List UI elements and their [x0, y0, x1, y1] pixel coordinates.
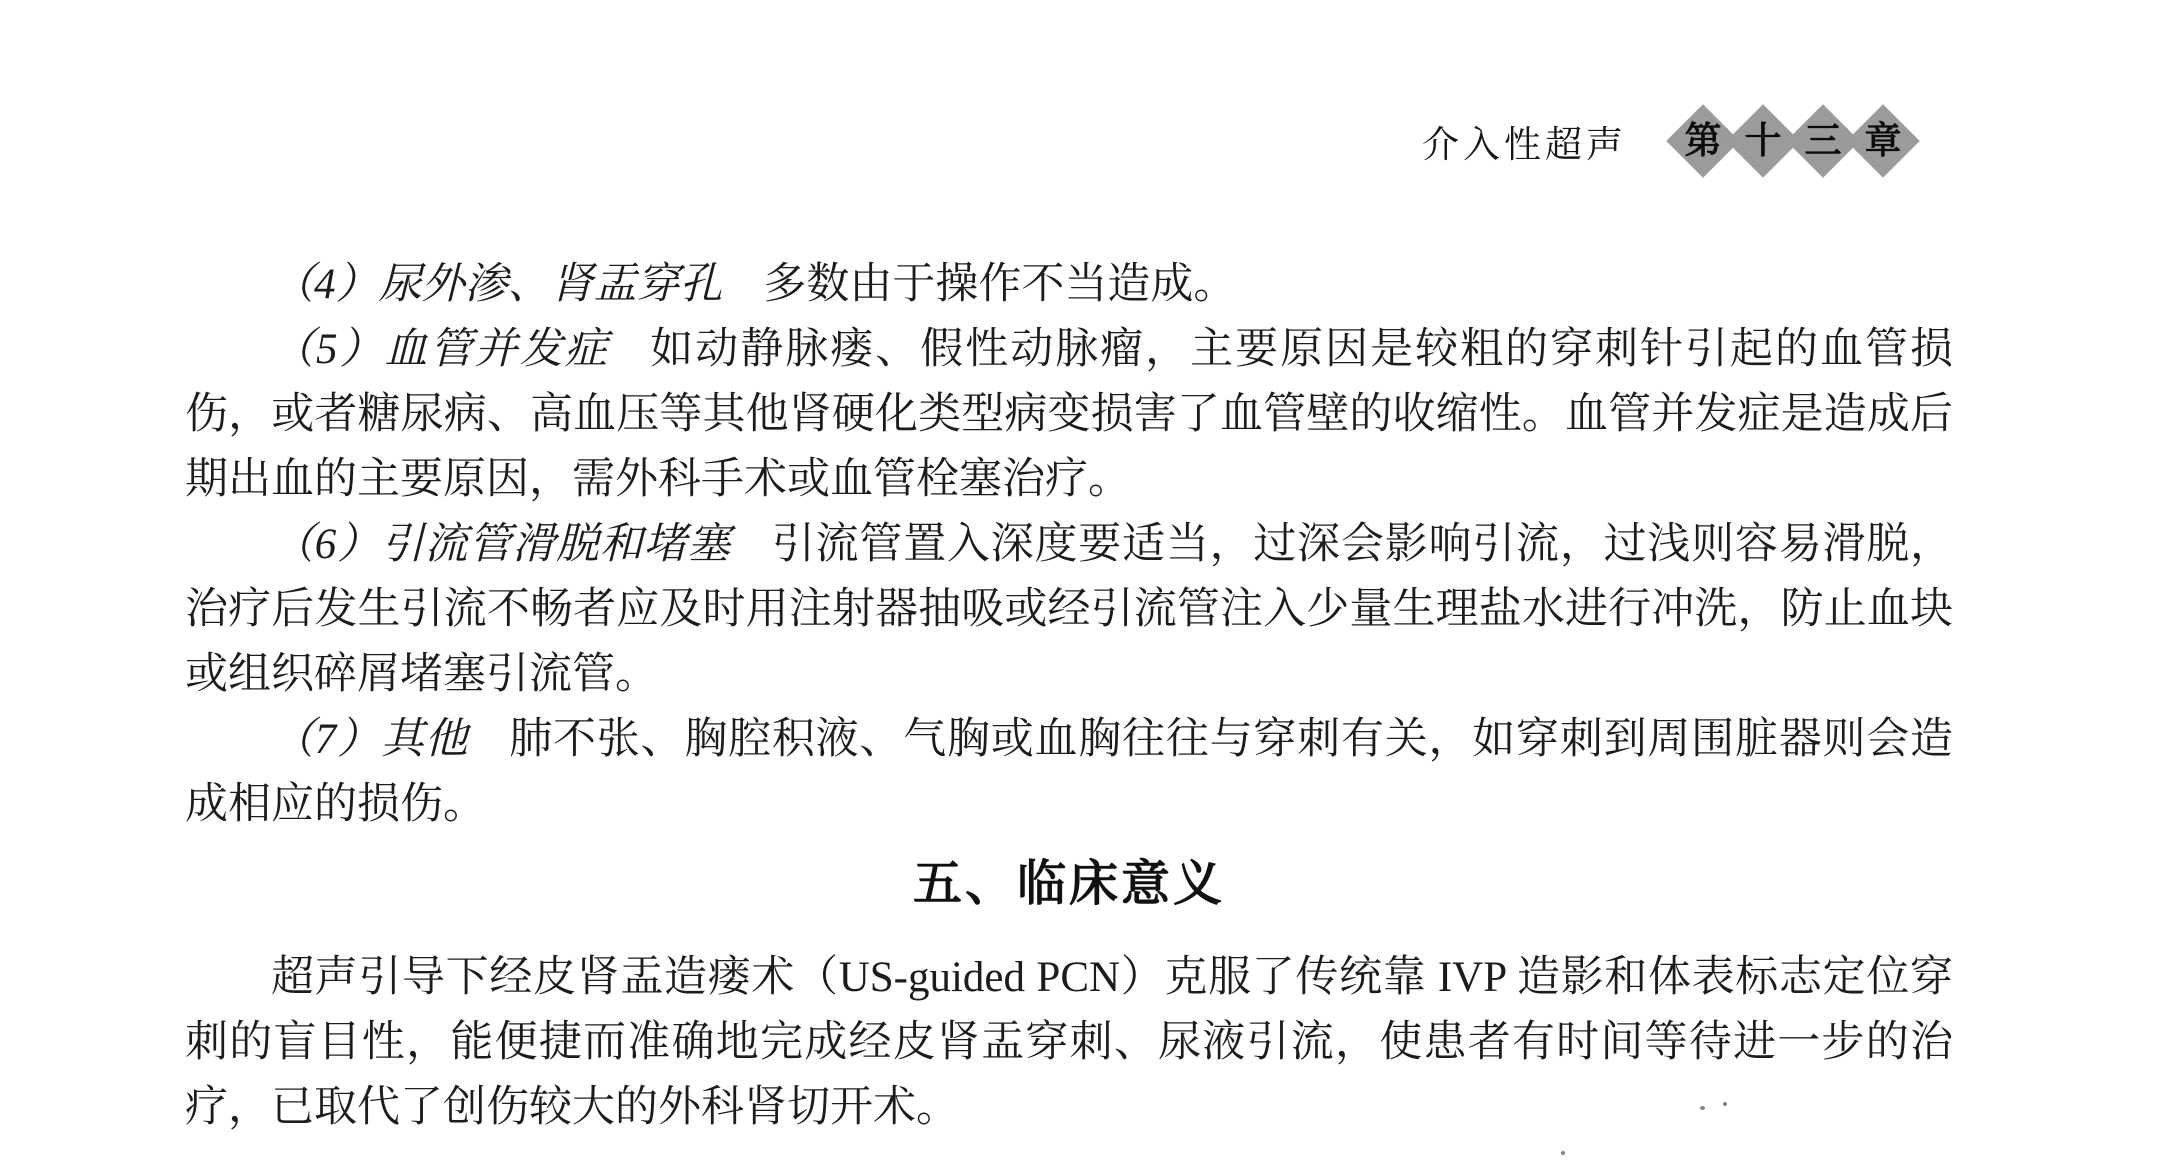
list-item-body: 多数由于操作不当造成。 [763, 261, 1237, 308]
chapter-badge [1673, 115, 1913, 167]
chapter-badge-char: 三 [1804, 120, 1842, 162]
closing-paragraph: 超声引导下经皮肾盂造瘘术（US-guided PCN）克服了传统靠 IVP 造影和体表标志定位穿刺的盲目性，能便捷而准确地完成经皮肾盂穿刺、尿液引流，使患者有时间等待进一步的治疗，已取代了创伤较大的外科肾切开术。 [185, 954, 1953, 1131]
list-item-body: 引流管置入深度要适当，过深会影响引流，过浅则容易滑脱，治疗后发生引流不畅者应及时用注射器抽吸或经引流管注入少量生理盐水进行冲洗，防止血块或组织碎屑堵塞引流管。 [185, 521, 1954, 698]
list-item-7 [185, 707, 1953, 837]
list-item-label: （4） [271, 261, 379, 308]
body-text-column [185, 252, 1953, 1140]
chapter-badge-char: 第 [1684, 120, 1722, 162]
section-heading: 五、临床意义 [912, 856, 1225, 911]
list-item-6 [185, 512, 1953, 707]
list-item-term: 尿外渗、肾盂穿孔 [378, 261, 723, 308]
running-title: 介入性超声 [1422, 125, 1627, 166]
list-item-term: 血管并发症 [384, 326, 610, 373]
chapter-badge-char: 章 [1864, 120, 1902, 162]
list-item-4 [185, 252, 1953, 317]
scan-speck [1700, 1106, 1705, 1110]
list-item-label: （6） [271, 521, 381, 568]
scan-speck [1561, 1151, 1565, 1155]
list-item-label: （5） [271, 326, 385, 373]
list-item-body: 肺不张、胸腔积液、气胸或血胸往往与穿刺有关，如穿刺到周围脏器则会造成相应的损伤。 [185, 716, 1954, 828]
scan-speck [1723, 1102, 1727, 1106]
page-header [1422, 114, 1913, 168]
list-item-term: 其他 [380, 716, 469, 763]
list-item-5 [185, 317, 1953, 512]
list-item-label: （7） [271, 716, 381, 763]
list-item-body: 如动静脉瘘、假性动脉瘤，主要原因是较粗的穿刺针引起的血管损伤，或者糖尿病、高血压等其他肾硬化类型病变损害了血管壁的收缩性。血管并发症是造成后期出血的主要原因，需外科手术或血管栓塞治疗。 [185, 326, 1954, 503]
chapter-badge-char: 十 [1744, 120, 1782, 162]
list-item-term: 引流管滑脱和堵塞 [380, 521, 732, 568]
chapter-badge-diamond [1846, 104, 1920, 178]
